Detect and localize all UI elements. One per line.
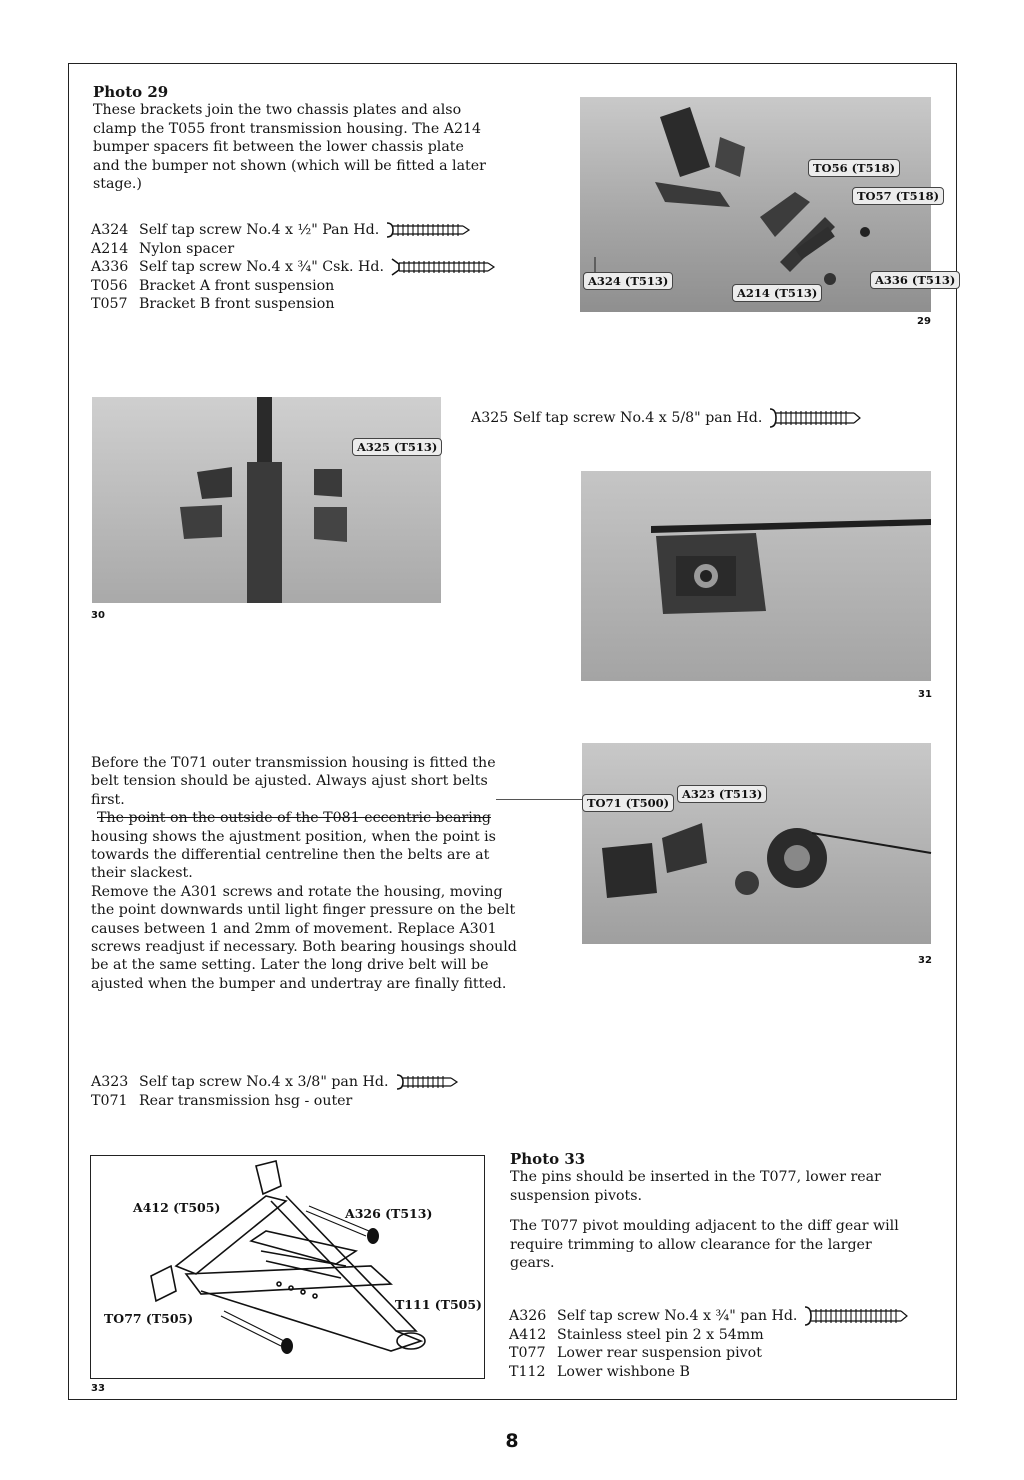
photo29-label-a214: A214 (T513)	[732, 284, 822, 302]
photo30-image	[92, 397, 441, 603]
photo32-number: 32	[918, 955, 932, 966]
photo31-number: 31	[918, 689, 932, 700]
part-desc: A325 Self tap screw No.4 x 5/8" pan Hd.	[471, 409, 763, 426]
part-desc: Self tap screw No.4 x ¾" pan Hd.	[557, 1308, 798, 1325]
part-code: A326	[509, 1308, 547, 1325]
part-code: T071	[91, 1092, 128, 1109]
photo31-image	[581, 471, 931, 681]
photo33-label-a412: A412 (T505)	[133, 1200, 221, 1215]
parts-row	[91, 258, 494, 277]
part-desc: Bracket A front suspension	[139, 277, 335, 294]
part-code: A412	[509, 1326, 547, 1343]
photo32-parts-list	[91, 1073, 457, 1110]
photo32-text-para2: Remove the A301 screws and rotate the housing, moving the point downwards until light finger pressure on the belt causes between 1 and 2mm of movement. Replace A301 screws readjust if necessary. Both bearing housings should be at the same setting. Later the long drive belt will be ajusted when the bumper and undertray are finally fitted.	[91, 883, 517, 992]
photo33-label-a326: A326 (T513)	[345, 1206, 433, 1221]
parts-row	[509, 1307, 907, 1326]
photo33-caption	[510, 1150, 920, 1272]
leader-line	[496, 799, 584, 800]
part-desc: Self tap screw No.4 x ½" Pan Hd.	[139, 222, 380, 239]
photo30-part	[471, 407, 860, 429]
part-code: T112	[509, 1363, 546, 1380]
photo29-label-t056: TO56 (T518)	[808, 159, 900, 177]
parts-row	[91, 240, 494, 259]
photo29-label-a336: A336 (T513)	[870, 271, 960, 289]
part-code: T077	[509, 1345, 546, 1362]
photo30-number: 30	[91, 610, 105, 621]
pan-head-screw-icon	[768, 407, 860, 429]
photo32-instructions	[91, 754, 517, 993]
parts-row	[91, 1073, 457, 1092]
transmission-housing-illustration	[582, 743, 931, 944]
pan-head-screw-icon	[385, 221, 469, 239]
page-number: 8	[505, 1430, 519, 1452]
photo29-number: 29	[917, 316, 931, 327]
photo33-label-t077: TO77 (T505)	[104, 1311, 194, 1326]
photo32-text-strike: The point on the outside of the T081 eccentric bearing	[97, 810, 492, 827]
parts-row	[509, 1363, 907, 1382]
photo29-parts-list	[91, 221, 494, 314]
parts-row	[91, 1092, 457, 1111]
part-code: A323	[91, 1074, 129, 1091]
photo32-label-a323: A323 (T513)	[677, 785, 767, 803]
part-code: T056	[91, 277, 128, 294]
part-desc: Bracket B front suspension	[139, 296, 335, 313]
photo29-title: Photo 29	[93, 83, 169, 101]
photo33-parts-list	[509, 1307, 907, 1381]
photo30-label-a325: A325 (T513)	[352, 438, 442, 456]
photo32-image	[582, 743, 931, 944]
parts-row	[91, 295, 494, 314]
photo29-text: These brackets join the two chassis plates and also clamp the T055 front transmission housing. The A214 bumper spacers fit between the lower chassis plate and the bumper not shown (which will be fitted a later stage.)	[93, 102, 486, 193]
part-code: A324	[91, 222, 129, 239]
part-code: A214	[91, 240, 129, 257]
part-desc: Self tap screw No.4 x 3/8" pan Hd.	[139, 1074, 389, 1091]
part-desc: Lower rear suspension pivot	[557, 1345, 762, 1362]
part-code: T057	[91, 296, 128, 313]
photo33-text1: The pins should be inserted in the T077, lower rear suspension pivots.	[510, 1169, 881, 1204]
photo33-title: Photo 33	[510, 1150, 586, 1168]
part-desc: Lower wishbone B	[557, 1363, 690, 1380]
part-desc: Self tap screw No.4 x ¾" Csk. Hd.	[139, 259, 384, 276]
part-desc: Rear transmission hsg - outer	[139, 1092, 353, 1109]
parts-row	[509, 1326, 907, 1345]
part-code: A336	[91, 259, 129, 276]
parts-row	[509, 1344, 907, 1363]
countersunk-screw-icon	[390, 258, 494, 276]
parts-row	[91, 221, 494, 240]
photo29-image	[580, 97, 956, 312]
pan-head-screw-icon	[803, 1305, 907, 1327]
photo32-label-t071: TO71 (T500)	[582, 794, 674, 812]
photo33-label-t111: T111 (T505)	[395, 1297, 482, 1312]
photo29-caption	[93, 83, 493, 193]
photo32-text-lead: Before the T071 outer transmission housing is fitted the belt tension should be ajusted. Always ajust short belts first.	[91, 755, 496, 808]
screw-insertion-illustration	[92, 397, 441, 603]
bearing-housing-illustration	[581, 471, 931, 681]
photo33-diagram	[90, 1155, 485, 1379]
photo33-number: 33	[91, 1383, 105, 1394]
photo32-text-rest: housing shows the ajustment position, when the point is towards the differential centreline then the belts are at their slackest.	[91, 828, 496, 882]
photo29-label-a324: A324 (T513)	[583, 272, 673, 290]
wishbone-assembly-diagram	[91, 1156, 484, 1378]
part-desc: Nylon spacer	[139, 240, 235, 257]
part-desc: Stainless steel pin 2 x 54mm	[557, 1326, 764, 1343]
pan-head-screw-icon	[395, 1073, 457, 1091]
photo29-label-t057: TO57 (T518)	[852, 187, 944, 205]
parts-row	[91, 277, 494, 296]
photo33-text2: The T077 pivot moulding adjacent to the diff gear will require trimming to allow clearance for the larger gears.	[510, 1218, 899, 1272]
